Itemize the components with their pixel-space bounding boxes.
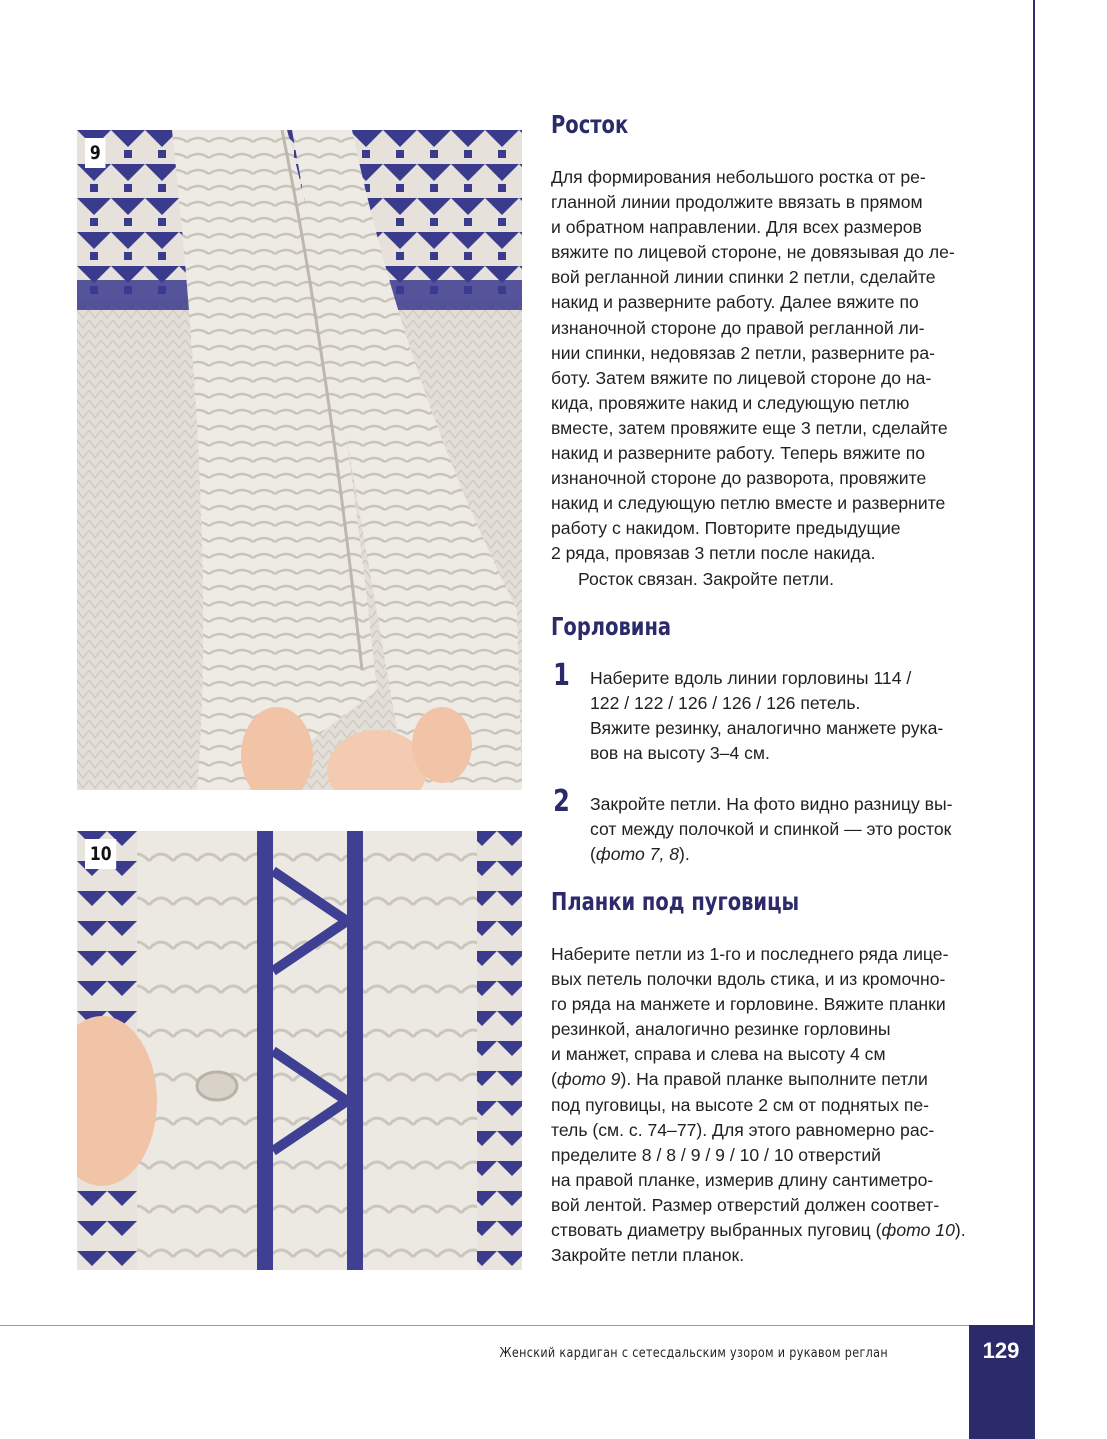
- footer-rule: [0, 1325, 969, 1326]
- text-fragment: ). На правой планке выполните петли: [620, 1069, 928, 1090]
- photo-10: [77, 831, 522, 1270]
- text-line: [590, 842, 1001, 867]
- section-title: Планки под пуговицы: [551, 887, 800, 916]
- photo-reference: фото 7, 8: [595, 844, 680, 865]
- paragraph: [551, 942, 1001, 1268]
- section-planki: [551, 887, 1001, 916]
- photo-label: 10: [85, 839, 117, 869]
- text-line: вяжите по лицевой стороне, не довязывая до ле-: [551, 242, 955, 263]
- paren: (: [551, 1069, 557, 1090]
- paren: ).: [954, 1220, 966, 1241]
- photo-reference: фото 10: [881, 1220, 955, 1241]
- text-line: кида, провяжите накид и следующую петлю: [551, 392, 910, 413]
- section-title: Горловина: [551, 612, 672, 641]
- page-number: 129: [969, 1325, 1033, 1439]
- section-title: Росток: [551, 110, 629, 139]
- text-line: и манжет, справа и слева на высоту 4 см: [551, 1044, 886, 1065]
- section-gorlovina: [551, 612, 1001, 641]
- text-line: на правой планке, измерив длину сантиметро-: [551, 1169, 934, 1190]
- text-line: под пуговицы, на высоте 2 см от поднятых пе-: [551, 1094, 929, 1115]
- text-line: вместе, затем провяжите еще 3 петли, сделайте: [551, 417, 948, 438]
- text-line: вых петель полочки вдоль стика, и из кромочно-: [551, 969, 946, 990]
- text-line: вой лентой. Размер отверстий должен соответ-: [551, 1194, 940, 1215]
- text-line: [551, 1067, 1001, 1092]
- text-line: Вяжите резинку, аналогично манжете рука-: [590, 718, 944, 739]
- text-line: 2 ряда, провязав 3 петли после накида.: [551, 543, 876, 564]
- text-line: го ряда на манжете и горловине. Вяжите планки: [551, 994, 946, 1015]
- running-title: Женский кардиган с сетесдальским узором и рукавом реглан: [499, 1346, 888, 1361]
- step-2: [551, 784, 1001, 867]
- text-line: вов на высоту 3–4 см.: [590, 743, 770, 764]
- text-line: нии спинки, недовязав 2 петли, разверните ра-: [551, 342, 935, 363]
- text-line: сот между полочкой и спинкой — это росток: [590, 819, 952, 840]
- step-text: [590, 792, 1001, 867]
- text-line: [551, 1218, 1001, 1243]
- photo-9: [77, 130, 522, 790]
- page-edge-rule: [1033, 0, 1035, 1439]
- section-rostok: [551, 110, 1001, 139]
- step-number: 1: [553, 658, 570, 693]
- step-1: [551, 658, 1001, 766]
- text-line: Наберите вдоль линии горловины 114 /: [590, 668, 912, 688]
- text-line: Росток связан. Закройте петли.: [578, 568, 835, 589]
- text-line: тель (см. с. 74–77). Для этого равномерно рас-: [551, 1119, 935, 1140]
- text-line: накид и разверните работу. Далее вяжите по: [551, 292, 919, 313]
- text-line: резинкой, аналогично резинке горловины: [551, 1019, 891, 1040]
- photo-reference: фото 9: [556, 1069, 621, 1090]
- text-line: и обратном направлении. Для всех размеров: [551, 217, 922, 238]
- paragraph: [551, 165, 1001, 592]
- step-number: 2: [553, 784, 570, 819]
- photo-label: 9: [85, 138, 106, 168]
- photo-10-illustration: [77, 831, 522, 1270]
- text-line: накид и разверните работу. Теперь вяжите по: [551, 443, 926, 464]
- text-line: 122 / 122 / 126 / 126 / 126 петель.: [590, 693, 861, 714]
- text-line: гланной линии продолжите ввязать в прямом: [551, 192, 923, 213]
- text-line: пределите 8 / 8 / 9 / 9 / 10 / 10 отверстий: [551, 1144, 881, 1165]
- text-line: работу с накидом. Повторите предыдущие: [551, 518, 901, 539]
- rostok-text: [551, 165, 1001, 592]
- text-line: изнаночной стороне до разворота, провяжите: [551, 468, 927, 489]
- text-line: Для формирования небольшого ростка от ре-: [551, 167, 926, 187]
- text-line: накид и следующую петлю вместе и разверните: [551, 493, 946, 514]
- text-line: Наберите петли из 1-го и последнего ряда лице-: [551, 944, 949, 964]
- planki-text: [551, 942, 1001, 1268]
- text-line: Закройте петли. На фото видно разницу вы-: [590, 794, 953, 814]
- paren: ).: [679, 844, 690, 865]
- text-line: изнаночной стороне до правой регланной ли-: [551, 317, 925, 338]
- photo-9-illustration: [77, 130, 522, 790]
- text-line: боту. Затем вяжите по лицевой стороне до на-: [551, 367, 932, 388]
- text-fragment: ствовать диаметру выбранных пуговиц (: [551, 1220, 882, 1241]
- step-text: [590, 666, 1001, 766]
- text-line: вой регланной линии спинки 2 петли, сделайте: [551, 267, 936, 288]
- text-line: Закройте петли планок.: [551, 1245, 745, 1266]
- paren: (: [590, 844, 596, 865]
